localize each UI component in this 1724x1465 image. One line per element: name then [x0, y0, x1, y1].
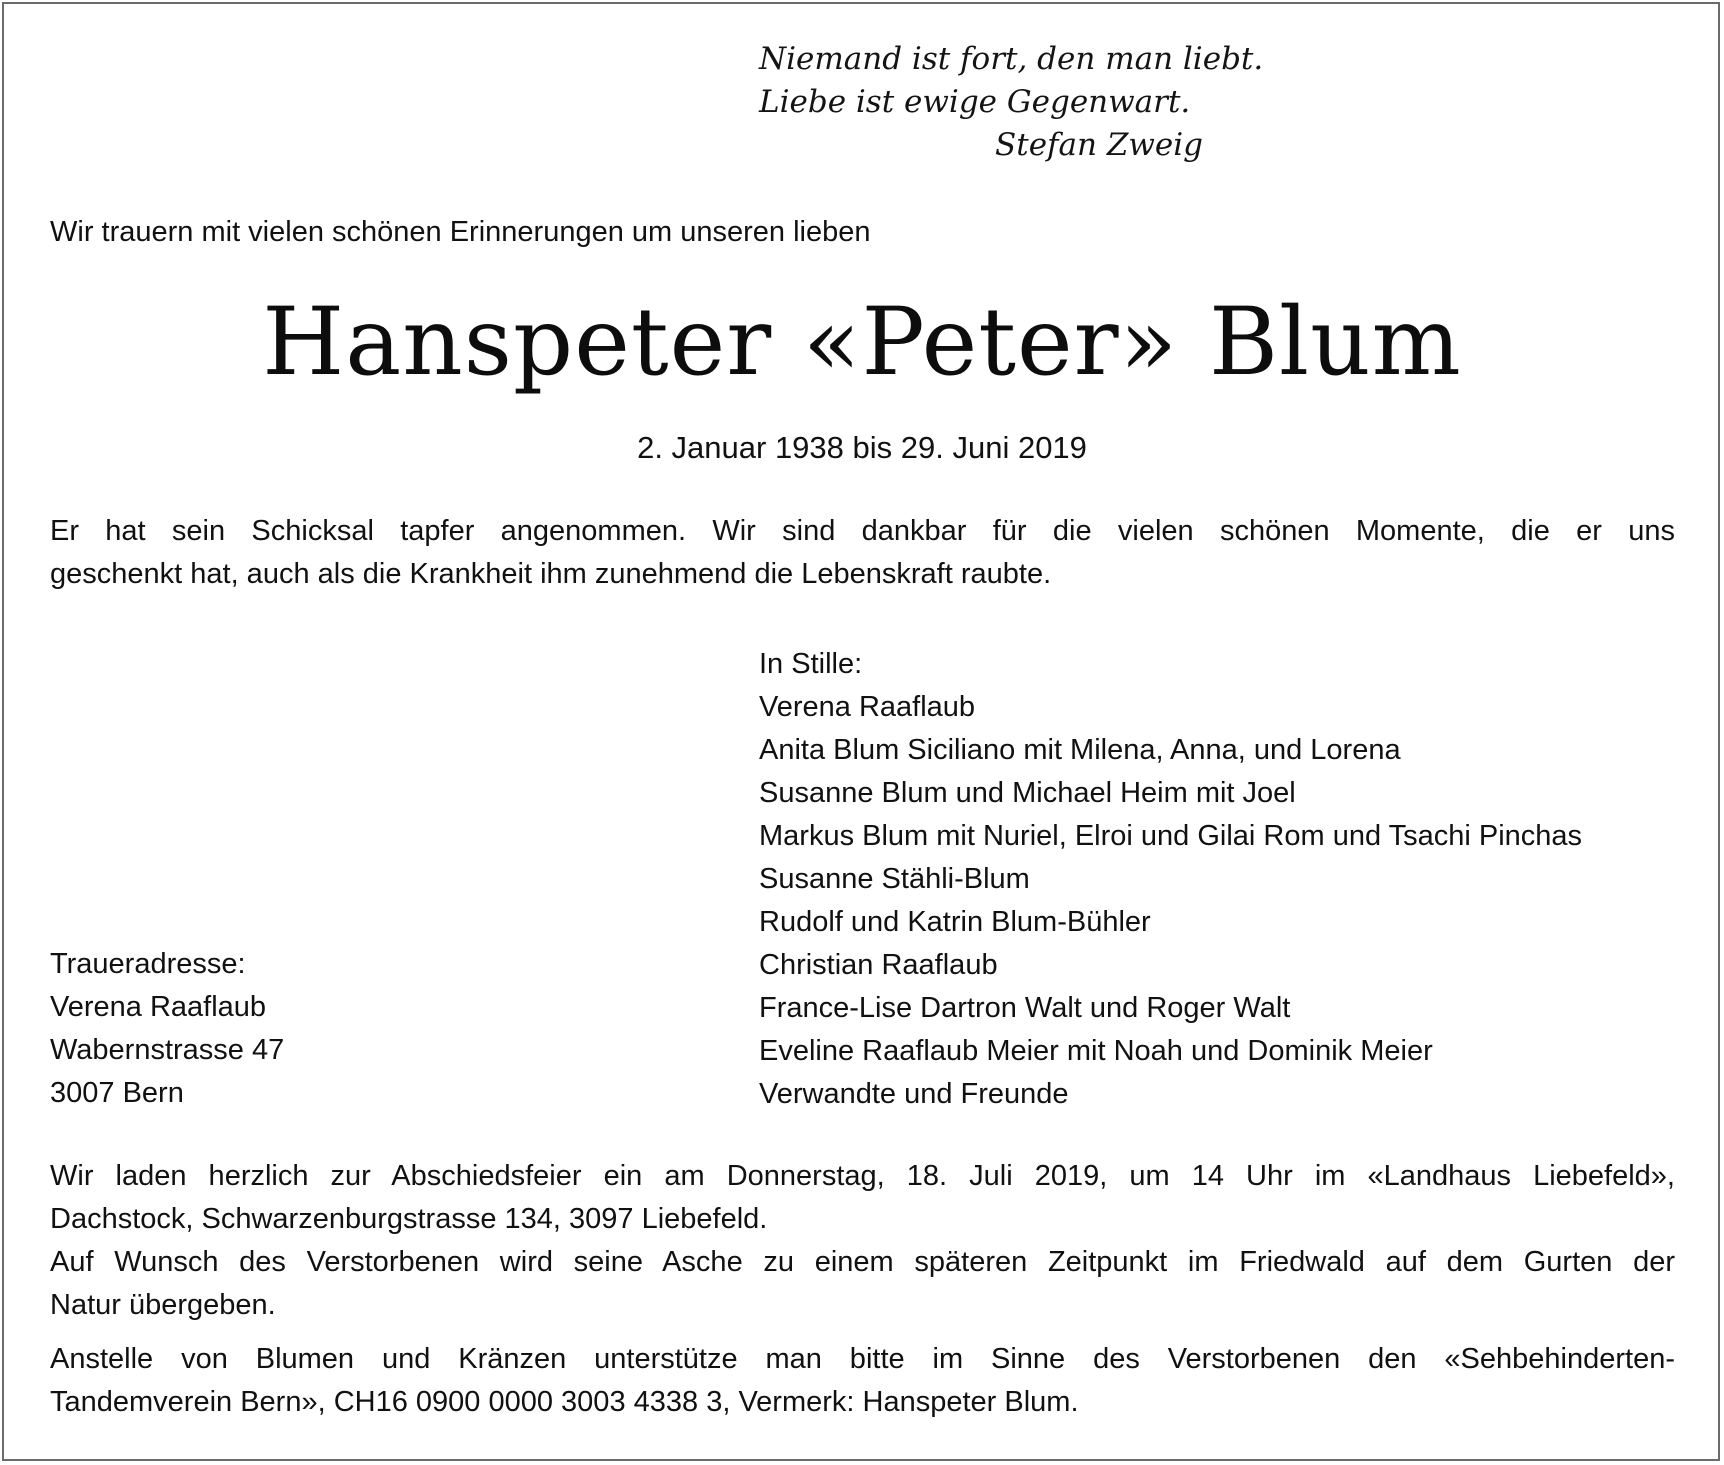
mourning-address: [50, 943, 284, 1115]
mourner-name: Christian Raaflaub: [759, 949, 998, 981]
address-street: Wabernstrasse 47: [50, 1034, 285, 1066]
mourner-name: Markus Blum mit Nuriel, Elroi und Gilai Rom und Tsachi Pinchas: [759, 820, 1583, 852]
mourners-heading: In Stille:: [759, 648, 863, 680]
quote-line-2: Liebe ist ewige Gegenwart.: [759, 84, 1191, 120]
tribute-paragraph: [50, 510, 1675, 596]
intro-text: Wir trauern mit vielen schönen Erinnerungen um unseren lieben: [50, 216, 871, 248]
deceased-name: Hanspeter «Peter» Blum: [262, 288, 1462, 397]
ceremony-line-1: Wir laden herzlich zur Abschiedsfeier ein am Donnerstag, 18. Juli 2019, um 14 Uhr im «Landhaus Liebefeld»,: [50, 1160, 1675, 1192]
mourner-name: Verwandte und Freunde: [759, 1078, 1069, 1110]
mourner-name: Susanne Stähli-Blum: [759, 863, 1030, 895]
donation-line-2: Tandemverein Bern», CH16 0900 0000 3003 4338 3, Vermerk: Hanspeter Blum.: [50, 1386, 1079, 1418]
life-dates: 2. Januar 1938 bis 29. Juni 2019: [637, 430, 1087, 465]
epigraph-quote: [759, 38, 1264, 167]
address-name: Verena Raaflaub: [50, 991, 267, 1023]
ceremony-paragraph: [50, 1155, 1675, 1327]
address-heading: Traueradresse:: [50, 948, 246, 980]
tribute-line-1: Er hat sein Schicksal tapfer angenommen. Wir sind dankbar für die vielen schönen Momente, die er uns: [50, 515, 1675, 547]
donation-line-1: Anstelle von Blumen und Kränzen unterstütze man bitte im Sinne des Verstorbenen den «Sehbehinderten-: [50, 1343, 1675, 1375]
mourner-name: Rudolf und Katrin Blum-Bühler: [759, 906, 1151, 938]
mourner-name: Verena Raaflaub: [759, 691, 976, 723]
mourners-list: [759, 643, 1582, 1116]
tribute-line-2: geschenkt hat, auch als die Krankheit ihm zunehmend die Lebenskraft raubte.: [50, 558, 1052, 590]
quote-line-1: Niemand ist fort, den man liebt.: [759, 41, 1264, 77]
mourner-name: Anita Blum Siciliano mit Milena, Anna, und Lorena: [759, 734, 1401, 766]
donation-paragraph: [50, 1338, 1675, 1424]
ceremony-line-4: Natur übergeben.: [50, 1289, 276, 1321]
quote-author: Stefan Zweig: [995, 127, 1203, 163]
mourner-name: Susanne Blum und Michael Heim mit Joel: [759, 777, 1296, 809]
ceremony-line-3: Auf Wunsch des Verstorbenen wird seine Asche zu einem späteren Zeitpunkt im Friedwald auf dem Gurten der: [50, 1246, 1675, 1278]
mourner-name: Eveline Raaflaub Meier mit Noah und Dominik Meier: [759, 1035, 1433, 1067]
ceremony-line-2: Dachstock, Schwarzenburgstrasse 134, 3097 Liebefeld.: [50, 1203, 768, 1235]
mourner-name: France-Lise Dartron Walt und Roger Walt: [759, 992, 1291, 1024]
address-city: 3007 Bern: [50, 1077, 184, 1109]
